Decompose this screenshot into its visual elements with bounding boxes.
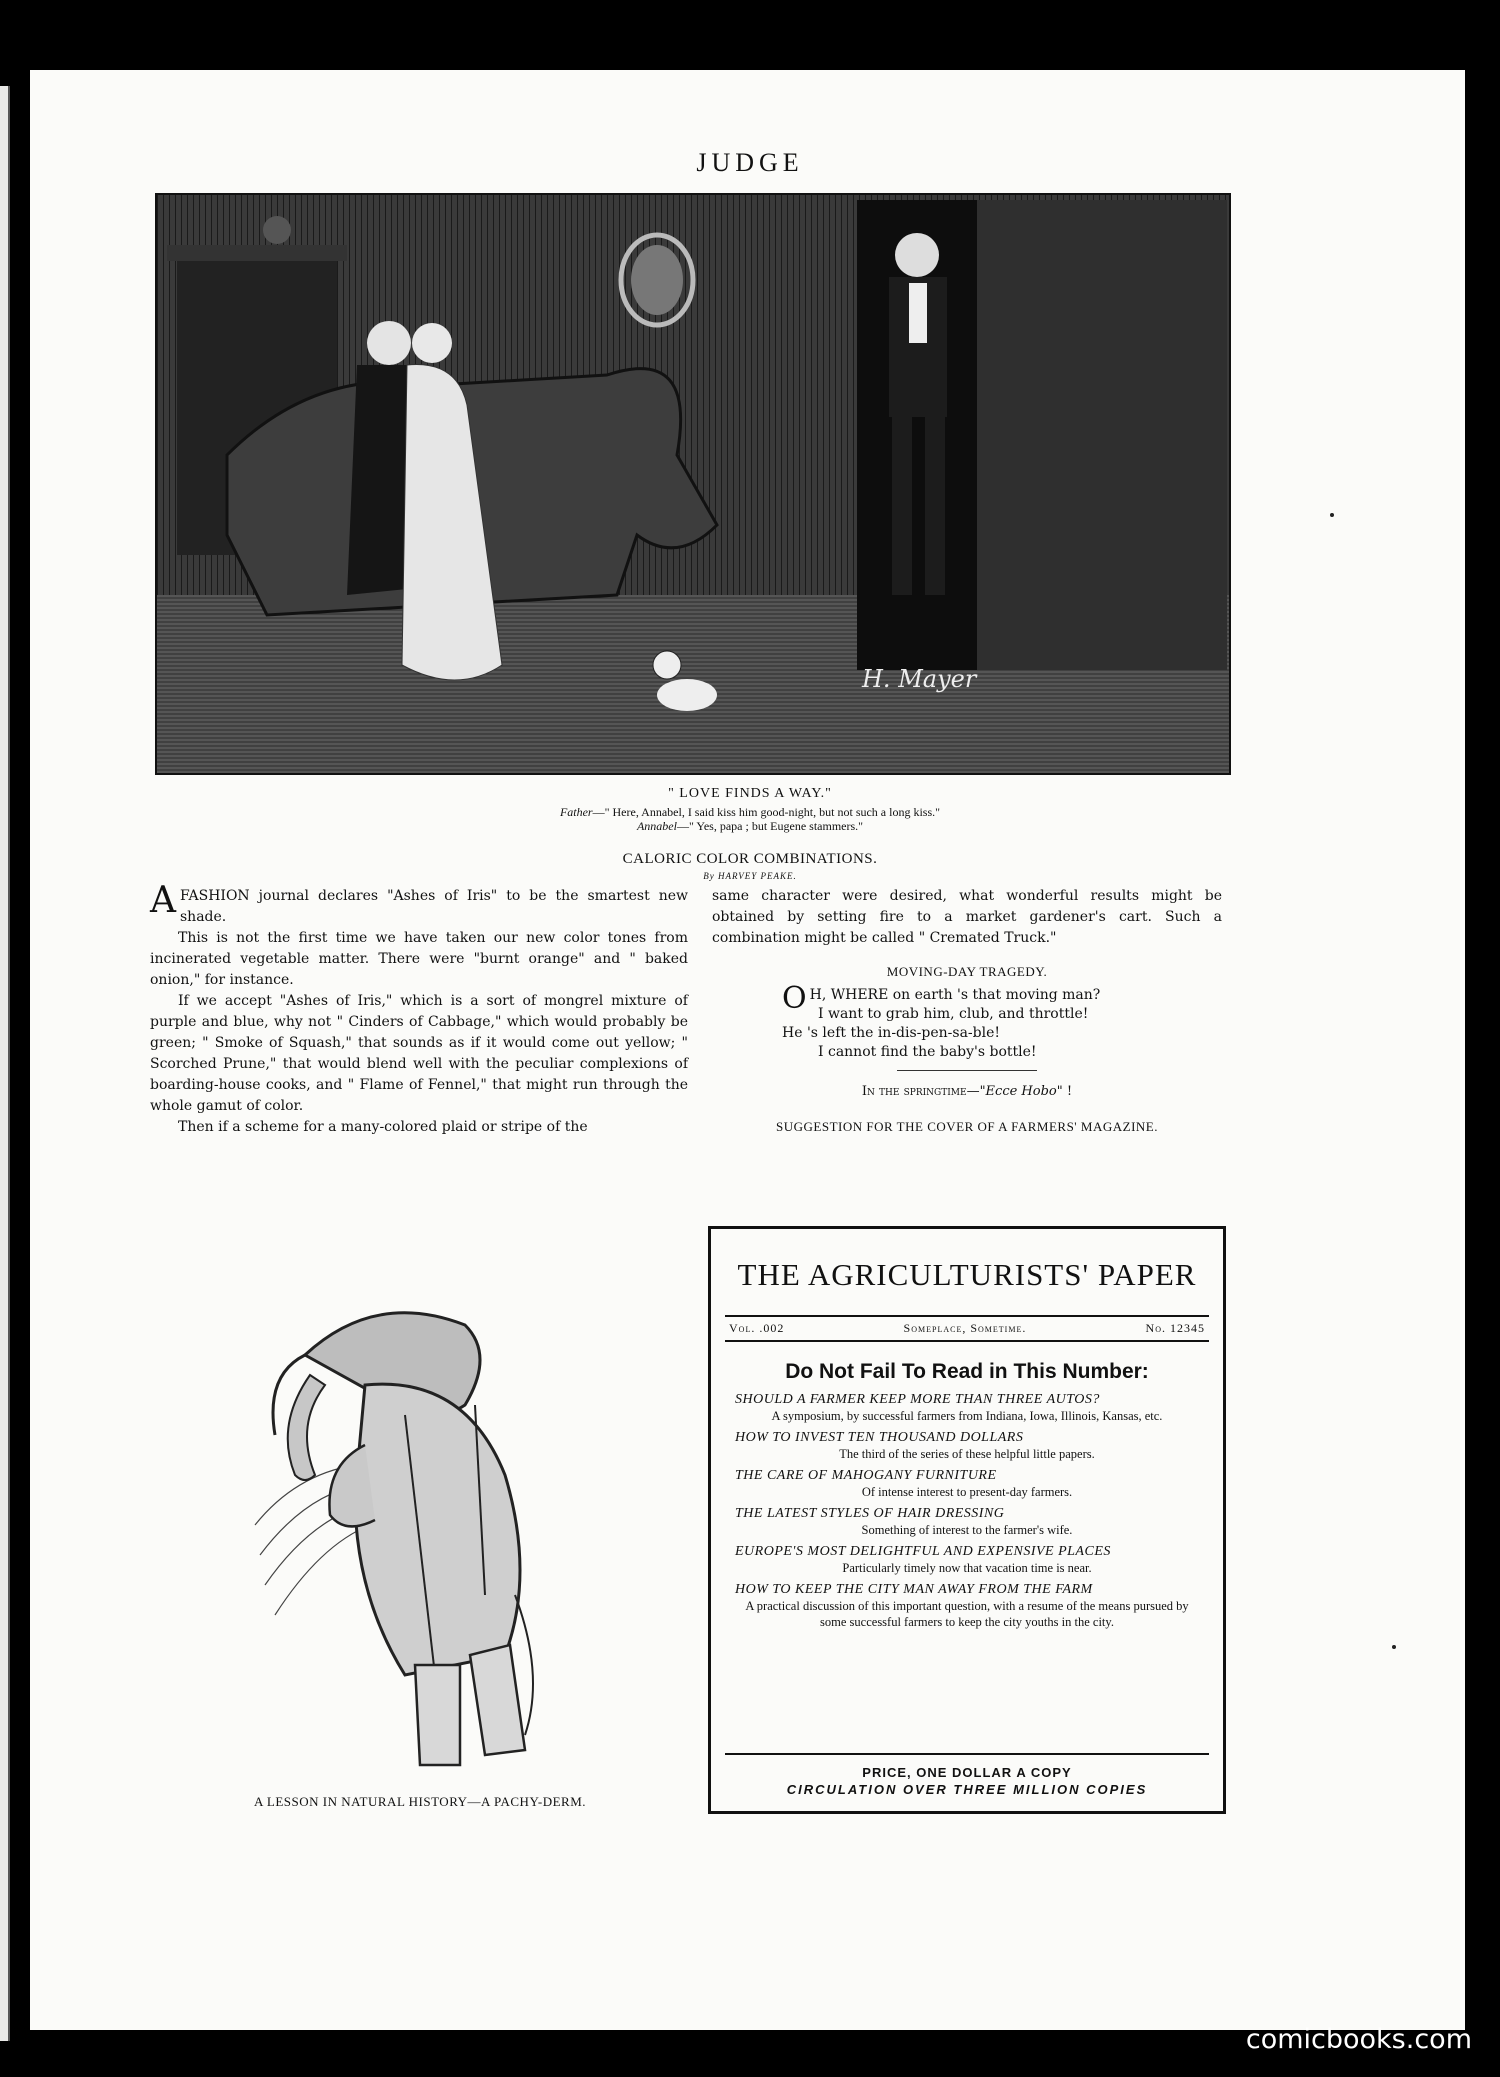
adjacent-page-edge bbox=[0, 86, 10, 2041]
speck bbox=[1330, 513, 1334, 517]
poem-line-2: I want to grab him, club, and throttle! bbox=[818, 1006, 1089, 1022]
poem-line-1: H, WHERE on earth 's that moving man? bbox=[809, 987, 1101, 1003]
article-paragraph-1: AFASHION journal declares "Ashes of Iris" to be the smartest new shade. bbox=[150, 880, 688, 925]
elephant-caption: A LESSON IN NATURAL HISTORY—A PACHY-DERM. bbox=[253, 1794, 587, 1809]
speaker-father: Father bbox=[559, 805, 593, 819]
annabel-line: —" Yes, papa ; but Eugene stammers." bbox=[676, 819, 864, 833]
article-title: CALORIC COLOR COMBINATIONS. bbox=[622, 851, 878, 867]
contents-item: SHOULD A FARMER KEEP MORE THAN THREE AUTOS? A symposium, by successful farmers from Indiana, Iowa, Illinois, Kansas, etc. bbox=[735, 1392, 1163, 1423]
contents-item: THE LATEST STYLES OF HAIR DRESSING Something of interest to the farmer's wife. bbox=[735, 1506, 1073, 1537]
poem bbox=[782, 981, 1222, 1062]
volume: Vol. .002 bbox=[729, 1321, 785, 1335]
masthead: JUDGE bbox=[696, 148, 804, 177]
paper-name: THE AGRICULTURISTS' PAPER bbox=[737, 1257, 1197, 1292]
suggestion-heading: SUGGESTION FOR THE COVER OF A FARMERS' MAGAZINE. bbox=[776, 1119, 1158, 1134]
poem-line-3: He 's left the in-dis-pen-sa-ble! bbox=[782, 1025, 1001, 1041]
father-line: —" Here, Annabel, I said kiss him good-night, but not such a long kiss." bbox=[592, 805, 941, 819]
article-right-column bbox=[712, 886, 1222, 1137]
rule bbox=[725, 1340, 1209, 1342]
issue-number: No. 12345 bbox=[1145, 1321, 1205, 1335]
article-paragraph-3: If we accept "Ashes of Iris," which is a sort of mongrel mixture of purple and blue, why not " Cinders of Cabbage," which would probably be green; " Smoke of Squash," that sounds as if it would come out yellow; " Scorched Prune," that would blend well with the peculiar complexions of boarding-house cooks, and " Flame of Fennel," that might run through the whole gamut of color. bbox=[150, 993, 688, 1114]
contents-item: THE CARE OF MAHOGANY FURNITURE Of intense interest to present-day farmers. bbox=[735, 1468, 1073, 1499]
contents-headline: Do Not Fail To Read in This Number: bbox=[785, 1360, 1149, 1383]
article-byline: By HARVEY PEAKE. bbox=[703, 871, 797, 881]
love-finds-a-way-illustration bbox=[155, 193, 1231, 775]
contents-item: EUROPE'S MOST DELIGHTFUL AND EXPENSIVE PLACES Particularly timely now that vacation time is near. bbox=[735, 1544, 1111, 1575]
agriculturists-paper-mock-cover bbox=[708, 1226, 1226, 1814]
article-paragraph-2: This is not the first time we have taken our new color tones from incinerated vegetable matter. There were "burnt orange" and " baked onion," for instance. bbox=[150, 930, 688, 988]
elephant-in-overalls-illustration bbox=[235, 1295, 595, 1775]
article-paragraph-4: Then if a scheme for a many-colored plaid or stripe of the bbox=[178, 1119, 588, 1135]
contents-item: HOW TO INVEST TEN THOUSAND DOLLARS The third of the series of these helpful little papers. bbox=[735, 1430, 1095, 1461]
price: PRICE, ONE DOLLAR A COPY bbox=[862, 1765, 1072, 1780]
cartoon-dialogue bbox=[0, 805, 1500, 833]
issue-meta bbox=[711, 1317, 1223, 1340]
cartoon-caption-title: " LOVE FINDS A WAY." bbox=[668, 786, 832, 801]
drop-cap-o: O bbox=[782, 981, 807, 1016]
article-paragraph-5: same character were desired, what wonderful results might be obtained by setting fire to a market gardener's cart. Such a combination might be called " Cremated Truck." bbox=[712, 888, 1222, 946]
site-watermark: comicbooks.com bbox=[1245, 2024, 1472, 2055]
speck bbox=[1392, 1645, 1396, 1649]
contents-item: HOW TO KEEP THE CITY MAN AWAY FROM THE FARM A practical discussion of this important question, with a resume of the means pursued by some successful farmers to keep the city youths in the city. bbox=[735, 1582, 1189, 1629]
circulation: CIRCULATION OVER THREE MILLION COPIES bbox=[786, 1782, 1148, 1797]
ad-footer bbox=[725, 1753, 1209, 1797]
cartoon-signature: H. Mayer bbox=[862, 665, 977, 693]
springtime-quip: In the springtime—"Ecce Hobo" ! bbox=[861, 1084, 1073, 1099]
speaker-annabel: Annabel bbox=[636, 819, 677, 833]
place-date: Someplace, Sometime. bbox=[903, 1321, 1027, 1335]
divider bbox=[897, 1070, 1037, 1071]
poem-line-4: I cannot find the baby's bottle! bbox=[818, 1044, 1037, 1060]
poem-title: MOVING-DAY TRAGEDY. bbox=[886, 964, 1048, 979]
article-left-column bbox=[150, 880, 688, 1138]
drop-cap-a: A bbox=[150, 880, 176, 921]
